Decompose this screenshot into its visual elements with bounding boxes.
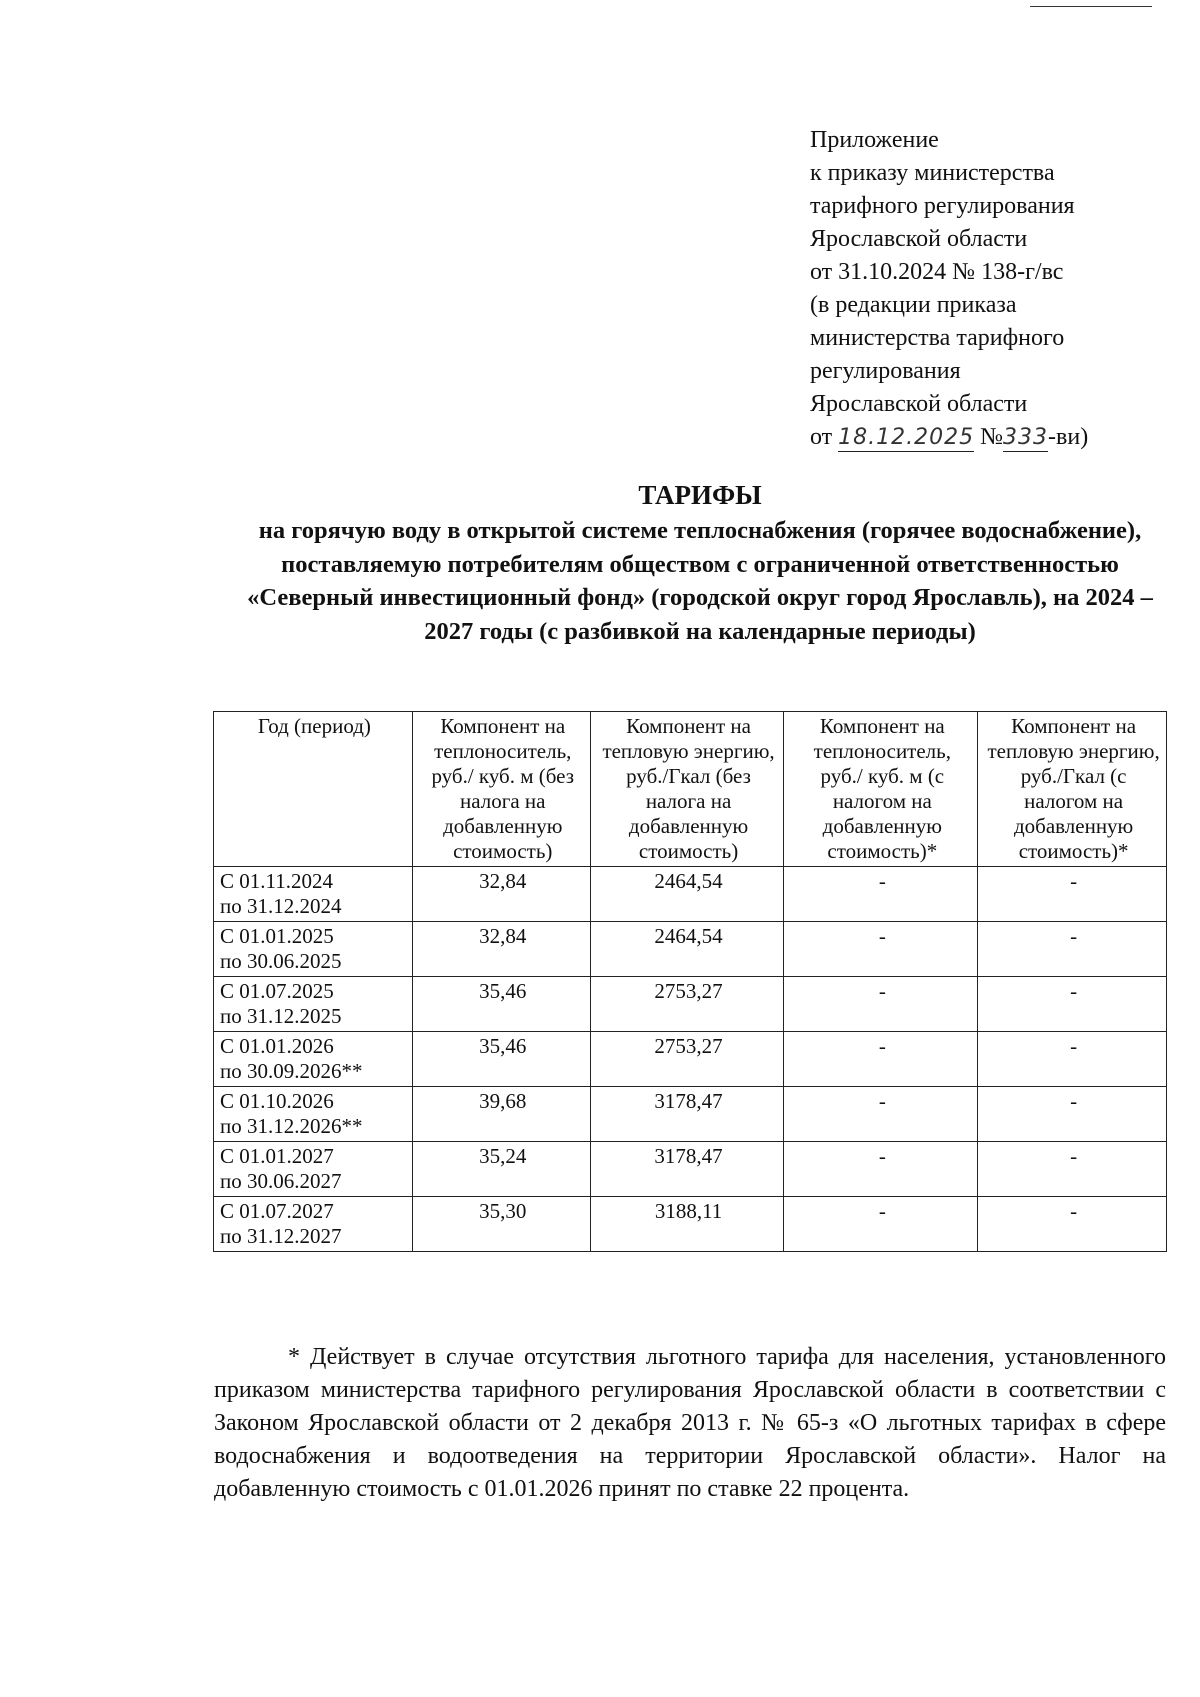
annex-last-line (810, 421, 1190, 454)
cell-carrier-vat: - (784, 1142, 978, 1197)
header-carrier-vat: Компонент на теплоноситель, руб./ куб. м (с налогом на добавленную стоимость)* (784, 712, 978, 867)
annex-last-suffix: -ви) (1048, 424, 1089, 450)
table-body (214, 867, 1167, 1252)
annex-line: Приложение (810, 127, 939, 153)
cell-carrier-no-vat: 32,84 (412, 867, 590, 922)
cell-energy-vat: - (978, 1142, 1167, 1197)
cell-carrier-no-vat: 32,84 (412, 922, 590, 977)
period-from: С 01.01.2025 (220, 924, 334, 948)
annex-line: регулирования (810, 358, 961, 384)
table-row (214, 1032, 1167, 1087)
period-to: по 31.12.2027 (220, 1224, 342, 1248)
header-carrier-no-vat: Компонент на теплоноситель, руб./ куб. м (без налога на добавленную стоимость) (412, 712, 590, 867)
handwritten-number: 333 (1003, 425, 1049, 450)
tariffs-table (213, 711, 1167, 1252)
cell-energy-vat: - (978, 922, 1167, 977)
period-to: по 31.12.2025 (220, 1004, 342, 1028)
header-period: Год (период) (214, 712, 413, 867)
cell-carrier-no-vat: 35,24 (412, 1142, 590, 1197)
table-row (214, 867, 1167, 922)
cell-carrier-vat: - (784, 977, 978, 1032)
cell-energy-no-vat: 2464,54 (590, 867, 784, 922)
annex-line: министерства тарифного (810, 325, 1065, 351)
annex-line: к приказу министерства (810, 160, 1055, 186)
top-rule (1030, 6, 1152, 7)
cell-period (214, 1032, 413, 1087)
period-from: С 01.10.2026 (220, 1089, 334, 1113)
table-row (214, 922, 1167, 977)
period-to: по 31.12.2026** (220, 1114, 363, 1138)
annex-line: (в редакции приказа (810, 292, 1017, 318)
table-header-row (214, 712, 1167, 867)
cell-period (214, 1087, 413, 1142)
annex-block (810, 124, 1190, 454)
document-subtitle: на горячую воду в открытой системе теплоснабжения (горячее водоснабжение), поставляемую потребителям обществом с ограниченной ответственностью «Северный инвестиционный фонд» (городской округ город Ярославль), на 2024 – 2027 годы (с разбивкой на календарные периоды) (247, 517, 1153, 645)
cell-energy-no-vat: 2753,27 (590, 977, 784, 1032)
cell-carrier-no-vat: 39,68 (412, 1087, 590, 1142)
table-row (214, 1142, 1167, 1197)
table-row (214, 977, 1167, 1032)
annex-line: Ярославской области (810, 226, 1028, 252)
period-from: С 01.07.2025 (220, 979, 334, 1003)
period-to: по 30.09.2026** (220, 1059, 363, 1083)
header-energy-vat: Компонент на тепловую энергию, руб./Гкал (с налогом на добавленную стоимость)* (978, 712, 1167, 867)
table-row (214, 1087, 1167, 1142)
period-from: С 01.01.2026 (220, 1034, 334, 1058)
period-to: по 31.12.2024 (220, 894, 342, 918)
table-row (214, 1197, 1167, 1252)
period-to: по 30.06.2025 (220, 949, 342, 973)
period-from: С 01.07.2027 (220, 1199, 334, 1223)
cell-carrier-vat: - (784, 1032, 978, 1087)
cell-carrier-no-vat: 35,30 (412, 1197, 590, 1252)
cell-energy-vat: - (978, 1197, 1167, 1252)
cell-energy-vat: - (978, 867, 1167, 922)
cell-carrier-no-vat: 35,46 (412, 977, 590, 1032)
annex-line: от 31.10.2024 № 138-г/вс (810, 259, 1064, 285)
cell-energy-no-vat: 3178,47 (590, 1087, 784, 1142)
cell-energy-no-vat: 3188,11 (590, 1197, 784, 1252)
cell-period (214, 922, 413, 977)
cell-energy-vat: - (978, 1087, 1167, 1142)
cell-energy-no-vat: 3178,47 (590, 1142, 784, 1197)
cell-carrier-no-vat: 35,46 (412, 1032, 590, 1087)
annex-last-prefix: от (810, 424, 833, 450)
cell-energy-vat: - (978, 1032, 1167, 1087)
cell-period (214, 977, 413, 1032)
period-from: С 01.01.2027 (220, 1144, 334, 1168)
period-to: по 30.06.2027 (220, 1169, 342, 1193)
cell-period (214, 1197, 413, 1252)
cell-carrier-vat: - (784, 922, 978, 977)
cell-period (214, 1142, 413, 1197)
cell-carrier-vat: - (784, 867, 978, 922)
cell-carrier-vat: - (784, 1197, 978, 1252)
document-title: ТАРИФЫ (638, 480, 762, 510)
cell-energy-no-vat: 2753,27 (590, 1032, 784, 1087)
footnote (214, 1341, 1166, 1506)
annex-line: Ярославской области (810, 391, 1028, 417)
title-block (200, 478, 1200, 648)
cell-energy-vat: - (978, 977, 1167, 1032)
cell-energy-no-vat: 2464,54 (590, 922, 784, 977)
annex-line: тарифного регулирования (810, 193, 1075, 219)
cell-carrier-vat: - (784, 1087, 978, 1142)
cell-period (214, 867, 413, 922)
header-energy-no-vat: Компонент на тепловую энергию, руб./Гкал (без налога на добавленную стоимость) (590, 712, 784, 867)
handwritten-date: 18.12.2025 (838, 425, 975, 450)
annex-no-sign: № (980, 424, 1004, 450)
period-from: С 01.11.2024 (220, 869, 333, 893)
footnote-text: * Действует в случае отсутствия льготного тарифа для населения, установленного приказом министерства тарифного регулирования Ярославской области в соответствии с Законом Ярославской области от 2 декабря 2013 г. № 65-з «О льготных тарифах в сфере водоснабжения и водоотведения на территории Ярославской области». Налог на добавленную стоимость с 01.01.2026 принят по ставке 22 процента. (214, 1344, 1166, 1502)
